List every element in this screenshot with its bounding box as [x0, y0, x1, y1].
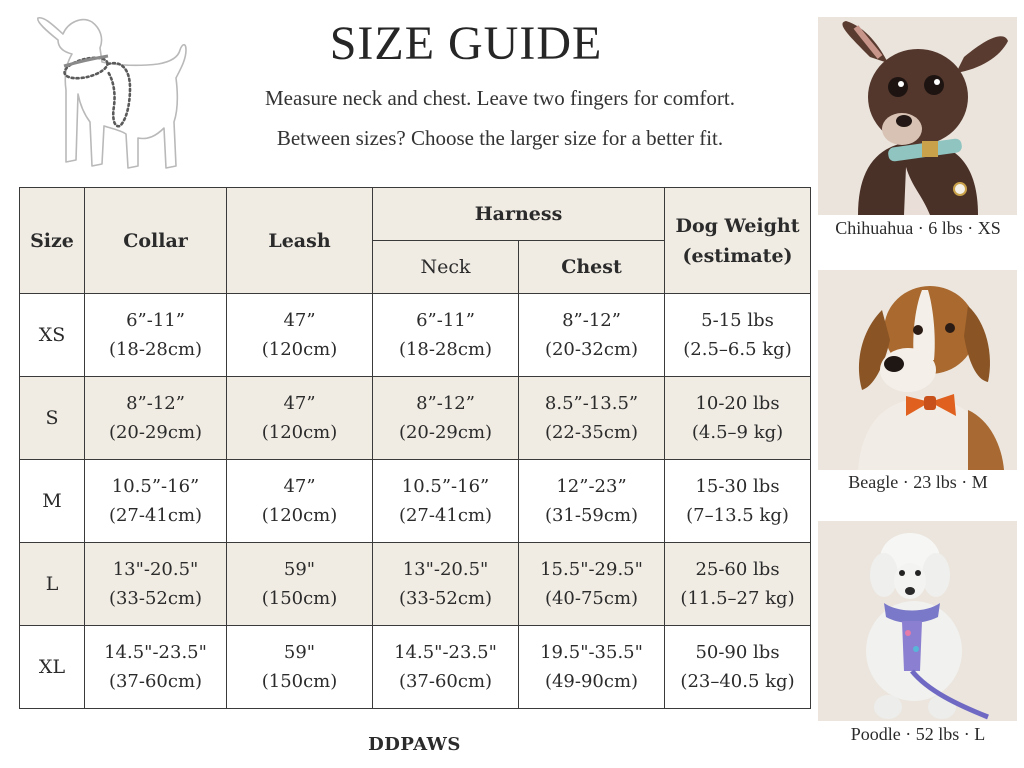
weight-lbs: 15-30 lbs	[695, 476, 780, 497]
leash-cell	[227, 294, 373, 377]
chihuahua-caption: Chihuahua · 6 lbs · XS	[835, 218, 1001, 238]
chest-inches: 8”-12”	[562, 310, 621, 331]
collar-cell	[85, 626, 227, 709]
weight-cell	[665, 377, 811, 460]
weight-lbs: 10-20 lbs	[695, 393, 780, 414]
neck-cm: (18-28cm)	[398, 339, 493, 360]
weight-kg: (23–40.5 kg)	[680, 671, 795, 692]
collar-cell	[85, 460, 227, 543]
header-collar: Collar	[85, 188, 227, 294]
beagle-icon	[818, 270, 1017, 470]
collar-cell	[85, 294, 227, 377]
neck-cell	[373, 543, 519, 626]
chest-cell	[519, 626, 665, 709]
brand-name: DDPAWS	[368, 734, 461, 755]
collar-inches: 14.5"-23.5"	[104, 642, 207, 663]
weight-kg: (7–13.5 kg)	[686, 505, 789, 526]
header-weight-line2: (estimate)	[682, 244, 793, 267]
collar-inches: 8”-12”	[126, 393, 185, 414]
leash-cell	[227, 377, 373, 460]
header-chest: Chest	[519, 241, 665, 294]
chest-cm: (31-59cm)	[544, 505, 639, 526]
leash-inches: 47”	[283, 310, 316, 331]
weight-kg: (2.5–6.5 kg)	[683, 339, 792, 360]
chest-inches: 8.5”-13.5”	[544, 393, 639, 414]
leash-cell	[227, 626, 373, 709]
collar-inches: 13"-20.5"	[112, 559, 199, 580]
leash-inches: 59"	[283, 642, 316, 663]
neck-cm: (37-60cm)	[398, 671, 493, 692]
collar-inches: 6”-11”	[126, 310, 185, 331]
size-cell: XL	[20, 626, 85, 709]
table-row	[20, 294, 811, 377]
beagle-caption: Beagle · 23 lbs · M	[848, 472, 988, 492]
chest-cell	[519, 460, 665, 543]
neck-inches: 6”-11”	[416, 310, 475, 331]
table-row	[20, 543, 811, 626]
table-row	[20, 377, 811, 460]
leash-cm: (150cm)	[261, 588, 338, 609]
header-harness: Harness	[373, 188, 665, 241]
neck-cell	[373, 626, 519, 709]
leash-cm: (120cm)	[261, 505, 338, 526]
poodle-caption: Poodle · 52 lbs · L	[850, 724, 986, 744]
neck-cell	[373, 460, 519, 543]
weight-cell	[665, 294, 811, 377]
page-title: SIZE GUIDE	[329, 17, 603, 70]
measure-instruction: Measure neck and chest. Leave two fingers for comfort.	[265, 86, 735, 110]
neck-inches: 13"-20.5"	[402, 559, 489, 580]
neck-inches: 10.5”-16”	[401, 476, 490, 497]
chest-inches: 15.5"-29.5"	[540, 559, 643, 580]
size-cell: M	[20, 460, 85, 543]
leash-cm: (150cm)	[261, 671, 338, 692]
chest-inches: 12”-23”	[556, 476, 627, 497]
leash-cell	[227, 543, 373, 626]
dog-measurement-illustration-icon	[30, 10, 205, 180]
neck-cell	[373, 377, 519, 460]
leash-inches: 47”	[283, 393, 316, 414]
size-cell: S	[20, 377, 85, 460]
neck-cm: (27-41cm)	[398, 505, 493, 526]
beagle-photo	[818, 270, 1017, 470]
weight-lbs: 25-60 lbs	[695, 559, 780, 580]
weight-kg: (11.5–27 kg)	[680, 588, 795, 609]
poodle-photo	[818, 521, 1017, 721]
weight-cell	[665, 460, 811, 543]
header-neck: Neck	[373, 241, 519, 294]
chihuahua-icon	[818, 17, 1017, 215]
chest-cm: (40-75cm)	[544, 588, 639, 609]
collar-cm: (33-52cm)	[108, 588, 203, 609]
collar-cm: (37-60cm)	[108, 671, 203, 692]
chest-inches: 19.5"-35.5"	[540, 642, 643, 663]
size-table	[19, 187, 811, 709]
leash-inches: 59"	[283, 559, 316, 580]
leash-inches: 47”	[283, 476, 316, 497]
weight-lbs: 50-90 lbs	[695, 642, 780, 663]
chest-cm: (49-90cm)	[544, 671, 639, 692]
chest-cm: (20-32cm)	[544, 339, 639, 360]
collar-inches: 10.5”-16”	[111, 476, 200, 497]
neck-cm: (20-29cm)	[398, 422, 493, 443]
header-size: Size	[20, 188, 85, 294]
chest-cm: (22-35cm)	[544, 422, 639, 443]
chest-cell	[519, 377, 665, 460]
neck-inches: 14.5"-23.5"	[394, 642, 497, 663]
collar-cm: (27-41cm)	[108, 505, 203, 526]
neck-inches: 8”-12”	[416, 393, 475, 414]
neck-cm: (33-52cm)	[398, 588, 493, 609]
chihuahua-photo	[818, 17, 1017, 215]
between-sizes-tip: Between sizes? Choose the larger size for a better fit.	[276, 126, 724, 150]
chest-cell	[519, 543, 665, 626]
leash-cell	[227, 460, 373, 543]
neck-cell	[373, 294, 519, 377]
size-cell: L	[20, 543, 85, 626]
header-weight-line1: Dog Weight	[675, 214, 800, 237]
leash-cm: (120cm)	[261, 422, 338, 443]
collar-cell	[85, 377, 227, 460]
leash-cm: (120cm)	[261, 339, 338, 360]
poodle-icon	[818, 521, 1017, 721]
collar-cm: (18-28cm)	[108, 339, 203, 360]
weight-lbs: 5-15 lbs	[701, 310, 774, 331]
table-row	[20, 626, 811, 709]
header-dog-weight	[665, 188, 811, 294]
size-cell: XS	[20, 294, 85, 377]
collar-cm: (20-29cm)	[108, 422, 203, 443]
header-leash: Leash	[227, 188, 373, 294]
collar-cell	[85, 543, 227, 626]
weight-kg: (4.5–9 kg)	[691, 422, 784, 443]
weight-cell	[665, 543, 811, 626]
weight-cell	[665, 626, 811, 709]
table-row	[20, 460, 811, 543]
chest-cell	[519, 294, 665, 377]
